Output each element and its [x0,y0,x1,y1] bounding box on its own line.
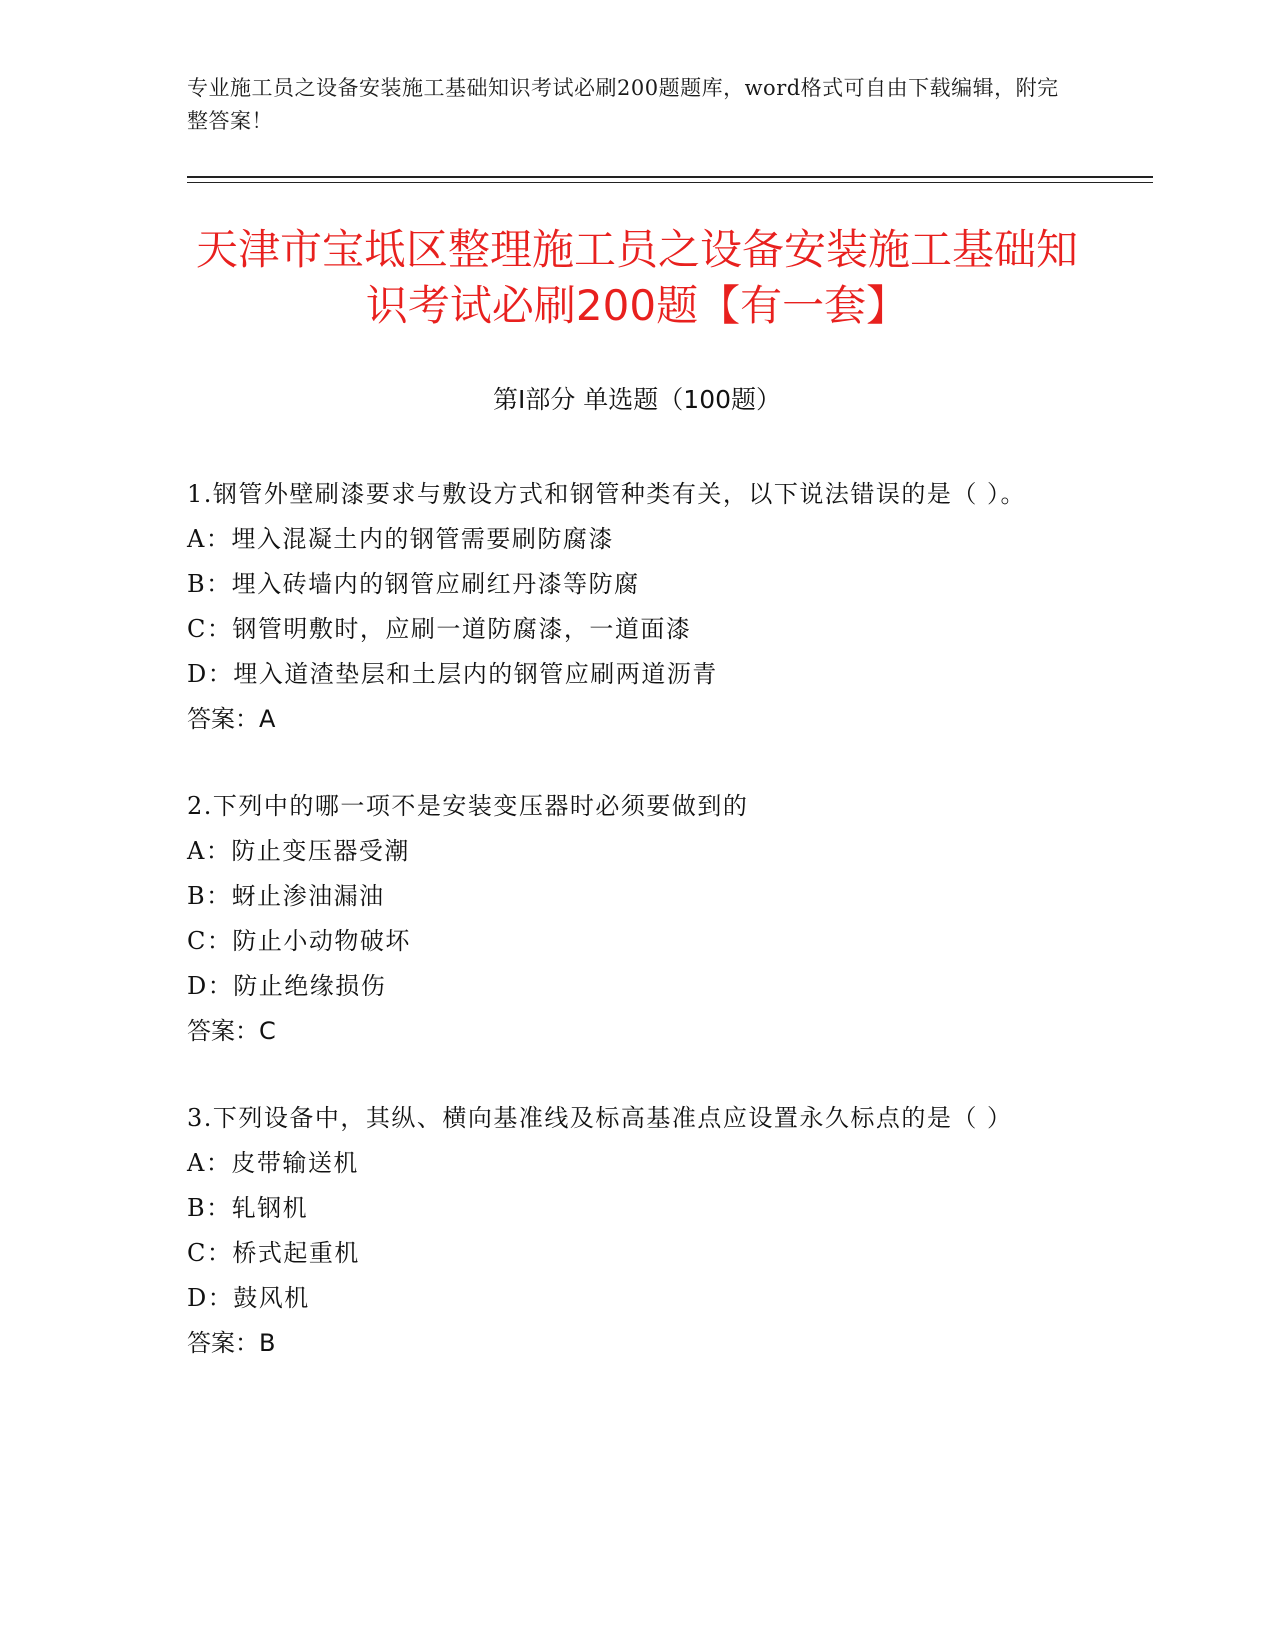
answer: 答案：A [187,705,276,733]
option-d: D：防止绝缘损伤 [187,972,387,1000]
answer: 答案：C [187,1017,276,1045]
option-a: A：防止变压器受潮 [187,837,410,865]
option-b: B：蚜止渗油漏油 [187,882,385,910]
question-stem: 3.下列设备中，其纵、横向基准线及标高基准点应设置永久标点的是（ ） [187,1104,1013,1132]
option-b: B：埋入砖墙内的钢管应刷红丹漆等防腐 [187,570,640,598]
question-stem: 2.下列中的哪一项不是安装变压器时必须要做到的 [187,792,749,820]
option-a: A：皮带输送机 [187,1149,359,1177]
question-3 [187,1096,1087,1366]
header-rule-thick [187,176,1153,178]
option-d: D：鼓风机 [187,1284,310,1312]
document-title: 天津市宝坻区整理施工员之设备安装施工基础知识考试必刷200题【有一套】 [195,225,1078,330]
option-c: C：钢管明敷时，应刷一道防腐漆，一道面漆 [187,615,692,643]
question-1 [187,472,1087,742]
question-2 [187,784,1087,1054]
header-note: 专业施工员之设备安装施工基础知识考试必刷200题题库，word格式可自由下载编辑，附完整答案！ [187,76,1059,133]
header-rule-thin [187,182,1153,183]
option-b: B：轧钢机 [187,1194,309,1222]
option-a: A：埋入混凝土内的钢管需要刷防腐漆 [187,525,614,553]
section-heading: 第Ⅰ部分 单选题（100题） [492,385,782,414]
question-list [187,472,1087,1408]
option-c: C：防止小动物破坏 [187,927,411,955]
question-stem: 1.钢管外壁刷漆要求与敷设方式和钢管种类有关，以下说法错误的是（ ）。 [187,480,1027,508]
option-c: C：桥式起重机 [187,1239,360,1267]
answer: 答案：B [187,1329,276,1357]
option-d: D：埋入道渣垫层和土层内的钢管应刷两道沥青 [187,660,718,688]
